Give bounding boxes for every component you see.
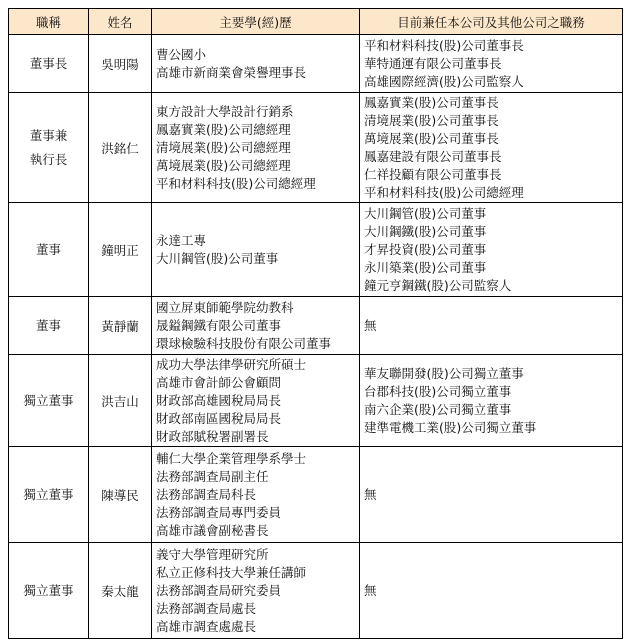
- table-body: [9, 35, 623, 639]
- education-line: 曹公國小: [156, 46, 207, 62]
- education-line: 萬境展業(股)公司總經理: [156, 157, 291, 173]
- title-stack: [13, 483, 84, 507]
- education-line: 環球檢驗科技股份有限公司董事: [156, 335, 332, 351]
- education-line: 法務部調查局研究委員: [156, 582, 282, 598]
- cell-name: [89, 543, 152, 639]
- position-line: 大川鋼管(股)公司董事: [364, 205, 487, 221]
- position-line: 萬境展業(股)公司董事長: [364, 130, 499, 146]
- title-stack: [13, 389, 84, 413]
- cell-name: [89, 35, 152, 93]
- title-stack: [13, 314, 84, 338]
- cell-education: [152, 447, 360, 543]
- position-line: 華友聯開發(股)公司獨立董事: [364, 365, 524, 381]
- title-line: 董事長: [29, 55, 68, 71]
- title-line: 執行長: [29, 151, 68, 167]
- cell-title: [9, 35, 89, 93]
- education-line: 大川鋼管(股)公司董事: [156, 250, 279, 266]
- position-line: 鳳嘉建設有限公司董事長: [364, 148, 502, 164]
- header-title: 職稱: [9, 9, 89, 35]
- table-row: [9, 35, 623, 93]
- person-name: 黃靜蘭: [101, 318, 139, 334]
- person-name: 秦太龍: [101, 583, 139, 599]
- education-line: 財政部高雄國稅局局長: [156, 392, 282, 408]
- position-line: 仁祥投顧有限公司董事長: [364, 166, 502, 182]
- cell-positions: [360, 355, 623, 447]
- cell-name: [89, 355, 152, 447]
- table-row: [9, 355, 623, 447]
- education-line: 法務部調查局副主任: [156, 468, 269, 484]
- position-line: 建準電機工業(股)公司獨立董事: [364, 419, 537, 435]
- cell-positions: [360, 35, 623, 93]
- position-line: 鐘元亨鋼鐵(股)公司監察人: [364, 277, 512, 293]
- position-line: 平和材料科技(股)公司董事長: [364, 37, 524, 53]
- title-line: 獨立董事: [23, 392, 74, 408]
- cell-education: [152, 203, 360, 297]
- cell-education: [152, 543, 360, 639]
- cell-education: [152, 93, 360, 203]
- education-line: 鳳嘉實業(股)公司總經理: [156, 121, 291, 137]
- position-line: 華特通運有限公司董事長: [364, 55, 502, 71]
- board-table: [8, 8, 623, 639]
- person-name: 洪吉山: [101, 393, 139, 409]
- header-row: [9, 9, 623, 35]
- education-line: 國立屏東師範學院幼教科: [156, 299, 294, 315]
- cell-title: [9, 355, 89, 447]
- cell-positions: [360, 543, 623, 639]
- position-line: 平和材料科技(股)公司總經理: [364, 184, 524, 200]
- position-line: 台郡科技(股)公司獨立董事: [364, 383, 512, 399]
- person-name: 吳明陽: [101, 56, 139, 72]
- cell-title: [9, 543, 89, 639]
- cell-education: [152, 355, 360, 447]
- title-line: 董事兼: [29, 127, 68, 143]
- cell-title: [9, 93, 89, 203]
- education-line: 輔仁大學企業管理學系學士: [156, 450, 307, 466]
- education-line: 私立正修科技大學兼任講師: [156, 564, 307, 580]
- education-line: 高雄市新商業會榮譽理事長: [156, 64, 307, 80]
- person-name: 洪銘仁: [101, 140, 139, 156]
- education-line: 成功大學法律學研究所碩士: [156, 356, 307, 372]
- position-line: 無: [364, 317, 377, 333]
- position-line: 清境展業(股)公司董事長: [364, 112, 499, 128]
- position-line: 無: [364, 582, 377, 598]
- position-line: 無: [364, 486, 377, 502]
- cell-name: [89, 447, 152, 543]
- position-line: 永川築業(股)公司董事: [364, 259, 487, 275]
- person-name: 陳導民: [101, 487, 139, 503]
- education-line: 法務部調查局處長: [156, 600, 257, 616]
- education-line: 高雄市調查處處長: [156, 618, 257, 634]
- position-line: 才昇投資(股)公司董事: [364, 241, 487, 257]
- cell-positions: [360, 93, 623, 203]
- education-line: 東方設計大學設計行銷系: [156, 103, 294, 119]
- title-stack: [13, 238, 84, 262]
- education-line: 平和材料科技(股)公司總經理: [156, 175, 316, 191]
- cell-name: [89, 297, 152, 355]
- education-line: 高雄市會計師公會顧問: [156, 374, 282, 390]
- title-stack: [13, 52, 84, 76]
- table-row: [9, 203, 623, 297]
- position-line: 鳳嘉實業(股)公司董事長: [364, 94, 499, 110]
- cell-positions: [360, 203, 623, 297]
- header-name: 姓名: [89, 9, 152, 35]
- education-line: 財政部賦稅署副署長: [156, 428, 269, 444]
- education-line: 法務部調查局科長: [156, 486, 257, 502]
- title-stack: [13, 579, 84, 603]
- cell-title: [9, 203, 89, 297]
- person-name: 鐘明正: [101, 242, 139, 258]
- title-line: 獨立董事: [23, 582, 74, 598]
- education-line: 財政部南區國稅局局長: [156, 410, 282, 426]
- cell-name: [89, 93, 152, 203]
- table-row: [9, 93, 623, 203]
- education-line: 晟鎰鋼鐵有限公司董事: [156, 317, 282, 333]
- cell-positions: [360, 447, 623, 543]
- title-line: 董事: [35, 241, 61, 257]
- cell-name: [89, 203, 152, 297]
- cell-education: [152, 297, 360, 355]
- cell-positions: [360, 297, 623, 355]
- position-line: 高雄國際經濟(股)公司監察人: [364, 73, 524, 89]
- position-line: 南六企業(股)公司獨立董事: [364, 401, 512, 417]
- position-line: 大川鋼鐵(股)公司董事: [364, 223, 487, 239]
- cell-education: [152, 35, 360, 93]
- cell-title: [9, 297, 89, 355]
- education-line: 清境展業(股)公司總經理: [156, 139, 291, 155]
- table-row: [9, 447, 623, 543]
- education-line: 義守大學管理研究所: [156, 546, 269, 562]
- title-line: 董事: [35, 317, 61, 333]
- cell-title: [9, 447, 89, 543]
- table-row: [9, 297, 623, 355]
- header-education: 主要學(經)歷: [152, 9, 360, 35]
- education-line: 高雄市議會副秘書長: [156, 522, 269, 538]
- title-stack: [13, 124, 84, 172]
- title-line: 獨立董事: [23, 486, 74, 502]
- header-positions: 目前兼任本公司及其他公司之職務: [360, 9, 623, 35]
- table-row: [9, 543, 623, 639]
- education-line: 永達工專: [156, 232, 207, 248]
- education-line: 法務部調查局專門委員: [156, 504, 282, 520]
